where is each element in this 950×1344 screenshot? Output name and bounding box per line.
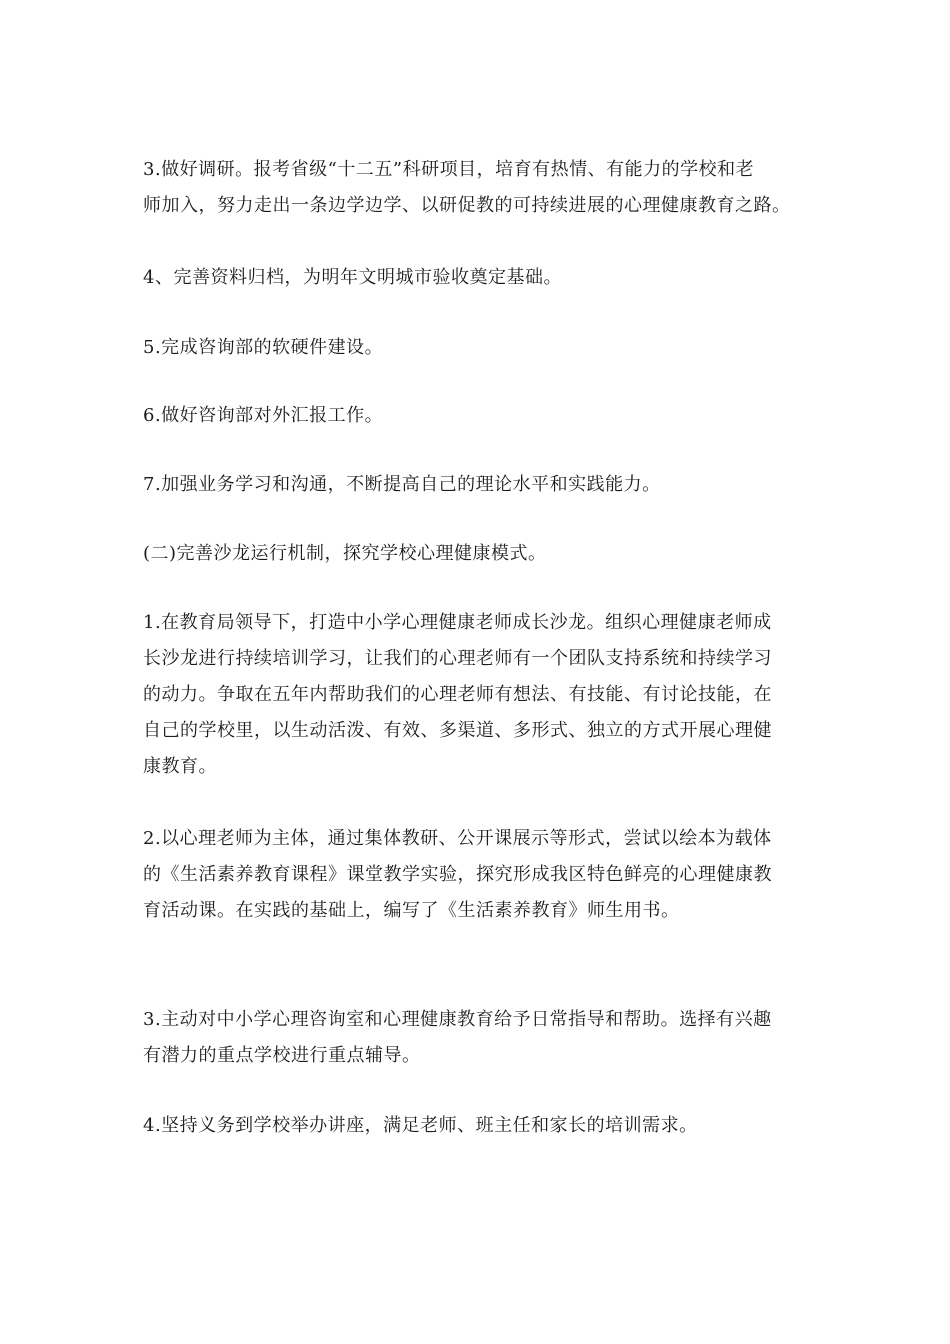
text-line: 3.主动对中小学心理咨询室和心理健康教育给予日常指导和帮助。选择有兴趣 — [143, 1009, 772, 1030]
paragraph-salon-item-4 — [143, 1108, 808, 1144]
text-line: 有潜力的重点学校进行重点辅导。 — [143, 1045, 421, 1066]
text-line: 师加入，努力走出一条边学边学、以研促教的可持续进展的心理健康教育之路。 — [143, 195, 791, 216]
paragraph-item-4-archive — [143, 260, 808, 296]
section-heading-salon — [143, 536, 808, 572]
text-line: 育活动课。在实践的基础上，编写了《生活素养教育》师生用书。 — [143, 900, 680, 921]
text-line: 自己的学校里，以生动活泼、有效、多渠道、多形式、独立的方式开展心理健 — [143, 720, 772, 741]
text-line: 1.在教育局领导下，打造中小学心理健康老师成长沙龙。组织心理健康老师成 — [143, 612, 772, 633]
paragraph-item-7-study — [143, 467, 808, 503]
text-line: 的动力。争取在五年内帮助我们的心理老师有想法、有技能、有讨论技能，在 — [143, 684, 772, 705]
paragraph-salon-item-2 — [143, 821, 808, 929]
text-line: 的《生活素养教育课程》课堂教学实验，探究形成我区特色鲜亮的心理健康教 — [143, 864, 772, 885]
text-line: 4、完善资料归档，为明年文明城市验收奠定基础。 — [143, 267, 562, 288]
paragraph-item-3-research — [143, 152, 808, 224]
text-line: 长沙龙进行持续培训学习，让我们的心理老师有一个团队支持系统和持续学习 — [143, 648, 772, 669]
text-line: 4.坚持义务到学校举办讲座，满足老师、班主任和家长的培训需求。 — [143, 1115, 698, 1136]
text-line: 2.以心理老师为主体，通过集体教研、公开课展示等形式，尝试以绘本为载体 — [143, 828, 772, 849]
paragraph-item-5-construction — [143, 330, 808, 366]
text-line: (二)完善沙龙运行机制，探究学校心理健康模式。 — [143, 543, 547, 564]
paragraph-salon-item-3 — [143, 1002, 808, 1074]
text-line: 康教育。 — [143, 756, 217, 777]
text-line: 3.做好调研。报考省级“十二五”科研项目，培育有热情、有能力的学校和老 — [143, 159, 755, 180]
text-line: 7.加强业务学习和沟通，不断提高自己的理论水平和实践能力。 — [143, 474, 661, 495]
paragraph-salon-item-1 — [143, 605, 808, 785]
paragraph-item-6-report — [143, 398, 808, 434]
text-line: 6.做好咨询部对外汇报工作。 — [143, 405, 384, 426]
text-line: 5.完成咨询部的软硬件建设。 — [143, 337, 384, 358]
